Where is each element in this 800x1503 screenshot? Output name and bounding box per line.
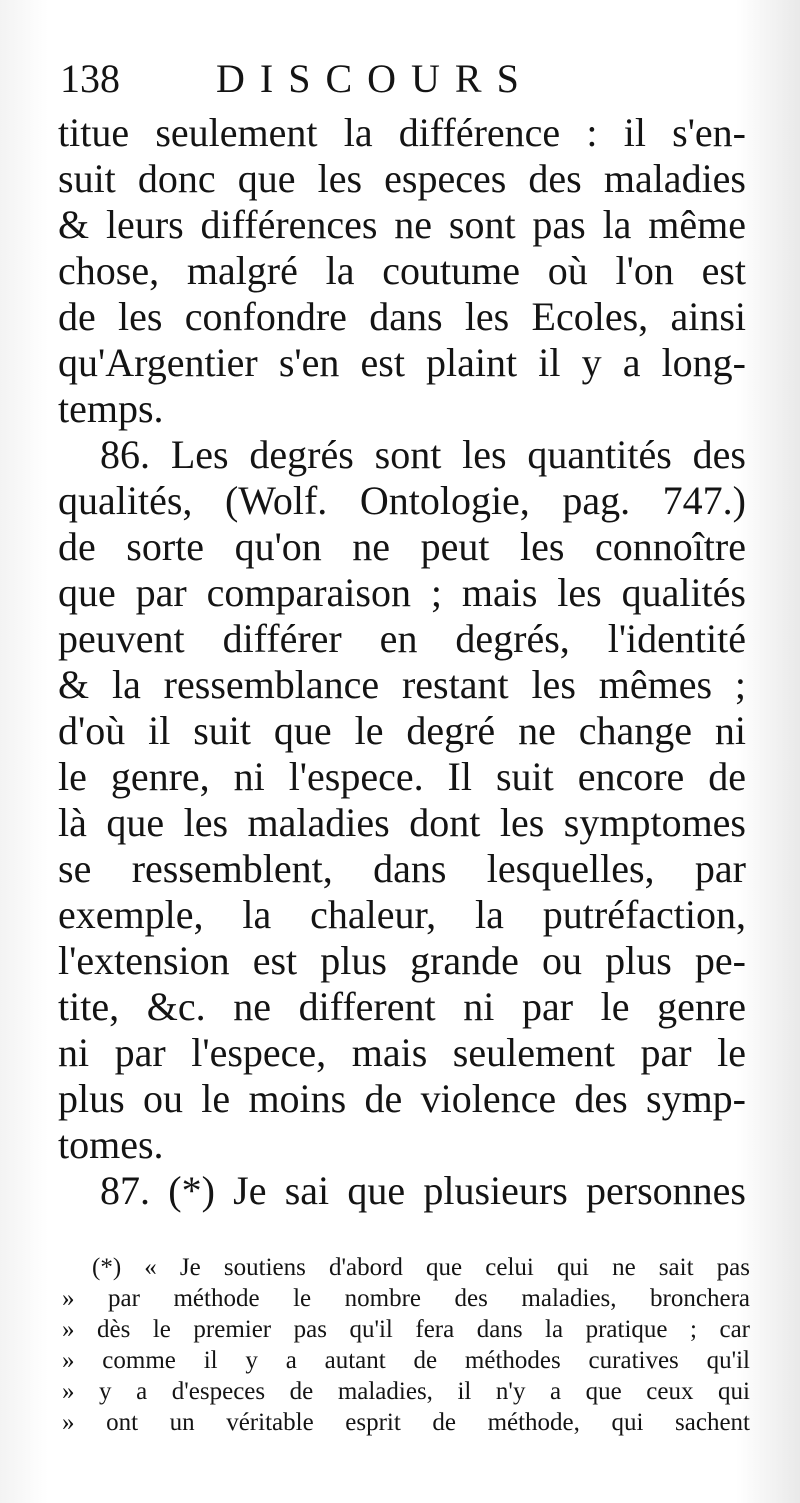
text-line: d'où il suit que le degré ne change ni (58, 708, 746, 753)
page-number: 138 (60, 56, 120, 101)
footnote-line: » comme il y a autant de méthodes curatives qu'il (62, 1347, 750, 1374)
text-line: se ressemblent, dans lesquelles, par (58, 846, 746, 891)
footnote-line: » y a d'especes de maladies, il n'y a que ceux qui (62, 1378, 750, 1405)
text-line: qualités, (Wolf. Ontologie, pag. 747.) (58, 478, 746, 523)
text-line: plus ou le moins de violence des symp- (58, 1076, 746, 1121)
footnote (62, 1252, 750, 1438)
paragraph-86-start: 86. Les degrés sont les quantités des (100, 432, 746, 477)
footnote-line: » ont un véritable esprit de méthode, qui sachent (62, 1409, 750, 1436)
text-line: titue seulement la différence : il s'en- (58, 110, 746, 155)
text-line: là que les maladies dont les symptomes (58, 800, 746, 845)
text-line: & la ressemblance restant les mêmes ; (58, 662, 746, 707)
text-line: chose, malgré la coutume où l'on est (58, 248, 746, 293)
page-header (56, 55, 756, 105)
footnote-line: » dès le premier pas qu'il fera dans la pratique ; car (62, 1316, 750, 1343)
text-line: tite, &c. ne different ni par le genre (58, 984, 746, 1029)
text-line: que par comparaison ; mais les qualités (58, 570, 746, 615)
text-line: exemple, la chaleur, la putréfaction, (58, 892, 746, 937)
text-line: de sorte qu'on ne peut les connoître (58, 524, 746, 569)
text-line: suit donc que les especes des maladies (58, 156, 746, 201)
footnote-line: » par méthode le nombre des maladies, bronchera (62, 1285, 750, 1312)
text-line: ni par l'espece, mais seulement par le (58, 1030, 746, 1075)
footnote-line: (*) « Je soutiens d'abord que celui qui ne sait pas (92, 1254, 750, 1281)
text-line: tomes. (58, 1122, 164, 1167)
text-line: peuvent différer en degrés, l'identité (58, 616, 746, 661)
text-line: qu'Argentier s'en est plaint il y a long- (58, 340, 746, 385)
text-line: le genre, ni l'espece. Il suit encore de (58, 754, 746, 799)
text-line: temps. (58, 386, 164, 431)
body-text (58, 110, 746, 1214)
text-line: & leurs différences ne sont pas la même (58, 202, 746, 247)
text-line: de les confondre dans les Ecoles, ainsi (58, 294, 746, 339)
paragraph-87-start: 87. (*) Je sai que plusieurs personnes (100, 1168, 746, 1213)
running-head: DISCOURS (216, 56, 534, 101)
text-line: l'extension est plus grande ou plus pe- (58, 938, 746, 983)
